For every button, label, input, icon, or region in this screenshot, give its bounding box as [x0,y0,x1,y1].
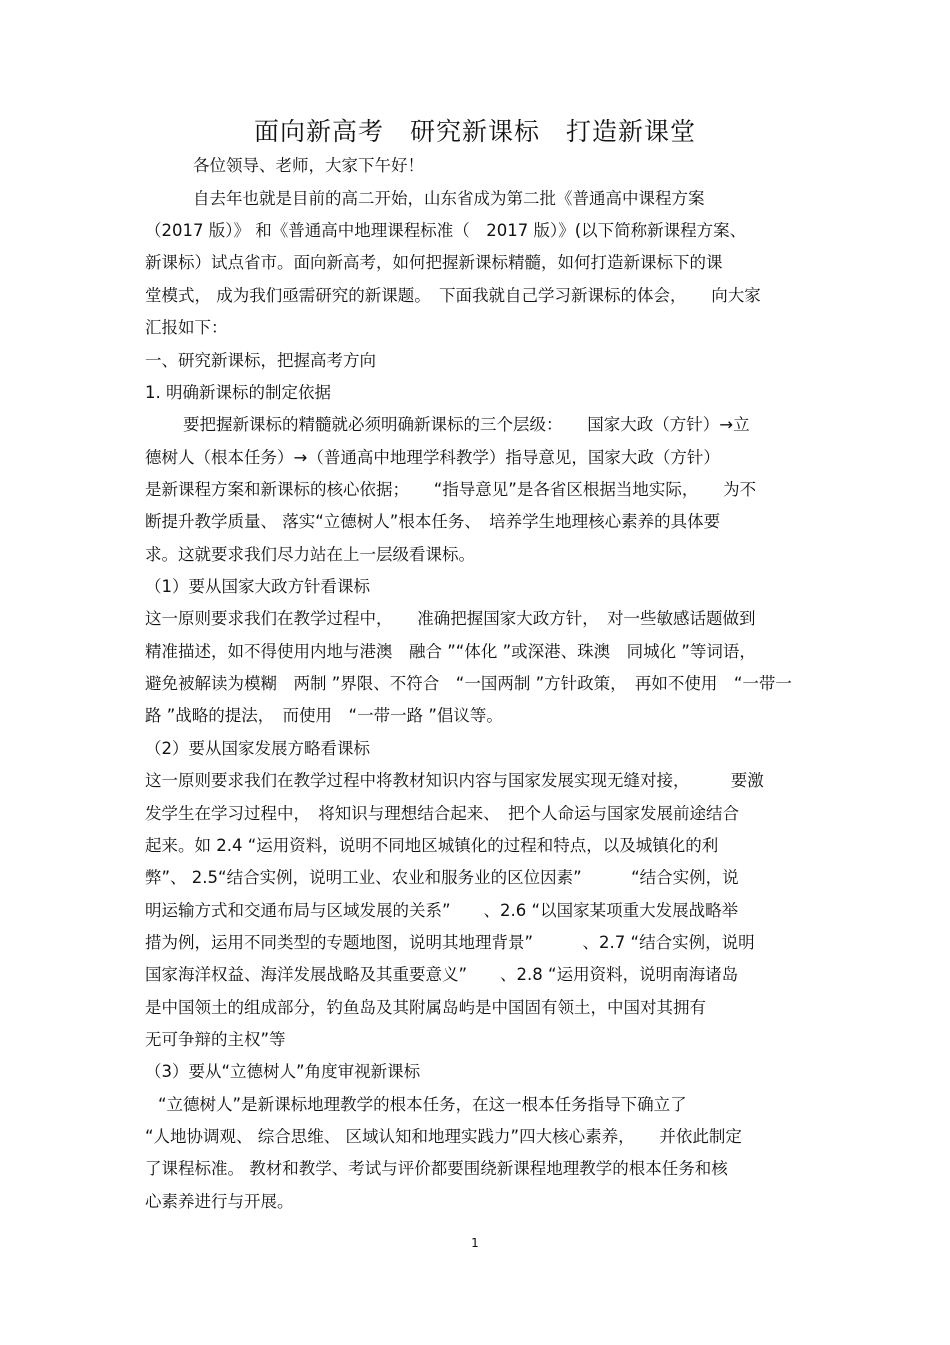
greeting-line: 各位领导、老师，大家下午好！ [193,156,424,175]
paragraph-line: “人地协调观、 综合思维、 区域认知和地理实践力”四大核心素养， 并依此制定 [145,1127,742,1146]
paragraph-line: 这一原则要求我们在教学过程中将教材知识内容与国家发展实现无缝对接， 要激 [145,771,764,790]
paragraph-line: 发学生在学习过程中， 将知识与理想结合起来、 把个人命运与国家发展前途结合 [145,804,739,823]
paragraph-line: 断提升教学质量、 落实“立德树人”根本任务、 培养学生地理核心素养的具体要 [145,512,721,531]
paragraph-line: 要把握新课标的精髓就必须明确新课标的三个层级： 国家大政（方针）→立 [183,415,750,434]
paragraph-line: 心素养进行与开展。 [145,1192,294,1211]
paragraph-line: 了课程标准。 教材和教学、考试与评价都要围绕新课程地理教学的根本任务和核 [145,1159,728,1178]
paragraph-line: 自去年也就是目前的高二开始，山东省成为第二批《普通高中课程方案 [193,189,705,208]
paragraph-line: 路 ”战略的提法， 而使用 “一带一路 ”倡议等。 [145,706,503,725]
paragraph-line: 无可争辩的主权”等 [145,1030,286,1049]
item-heading: （3）要从“立德树人”角度审视新课标 [145,1062,421,1081]
paragraph-line: 起来。如 2.4 “运用资料，说明不同地区城镇化的过程和特点，以及城镇化的利 [145,836,719,855]
section-heading: 一、研究新课标，把握高考方向 [145,351,376,370]
page-number: 1 [471,1236,479,1250]
paragraph-line: 是中国领土的组成部分，钓鱼岛及其附属岛屿是中国固有领土，中国对其拥有 [145,998,706,1017]
document-title: 面向新高考 研究新课标 打造新课堂 [253,117,696,146]
paragraph-line: 精准描述，如不得使用内地与港澳 融合 ”“体化 ”或深港、珠澳 同城化 ”等词语， [145,642,756,661]
item-heading: （2）要从国家发展方略看课标 [145,739,370,758]
paragraph-line: 避免被解读为模糊 两制 ”界限、不符合 “一国两制 ”方针政策， 再如不使用 “一带一 [145,674,792,693]
paragraph-line: 新课标）试点省市。面向新高考，如何把握新课标精髓，如何打造新课标下的课 [145,253,723,272]
paragraph-line: 明运输方式和交通布局与区域发展的关系” 、2.6 “以国家某项重大发展战略举 [145,901,739,920]
paragraph-line: 汇报如下： [145,318,228,337]
paragraph-line: 德树人（根本任务）→（普通高中地理学科教学）指导意见，国家大政（方针） [145,448,720,467]
paragraph-line: （2017 版）》 和《普通高中地理课程标准（ 2017 版）》(以下简称新课程方案、 [145,221,747,240]
paragraph-line: 求。这就要求我们尽力站在上一层级看课标。 [145,545,475,564]
paragraph-line: 国家海洋权益、海洋发展战略及其重要意义” 、2.8 “运用资料，说明南海诸岛 [145,965,739,984]
paragraph-line: “立德树人”是新课标地理教学的根本任务，在这一根本任务指导下确立了 [158,1095,687,1114]
paragraph-line: 是新课程方案和新课标的核心依据； “指导意见”是各省区根据当地实际， 为不 [145,480,757,499]
paragraph-line: 这一原则要求我们在教学过程中， 准确把握国家大政方针， 对一些敏感话题做到 [145,609,756,628]
paragraph-line: 弊”、 2.5“结合实例，说明工业、农业和服务业的区位因素” “结合实例，说 [145,868,739,887]
subsection-heading: 1. 明确新课标的制定依据 [145,383,331,402]
paragraph-line: 堂模式， 成为我们亟需研究的新课题。 下面我就自己学习新课标的体会， 向大家 [145,286,761,305]
paragraph-line: 措为例，运用不同类型的专题地图，说明其地理背景” 、2.7 “结合实例，说明 [145,933,755,952]
item-heading: （1）要从国家大政方针看课标 [145,577,370,596]
